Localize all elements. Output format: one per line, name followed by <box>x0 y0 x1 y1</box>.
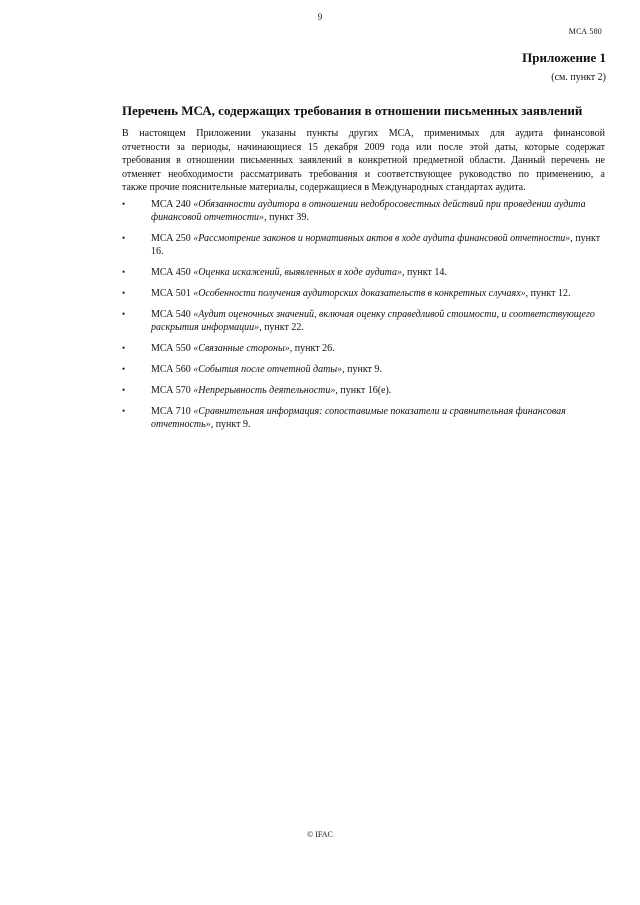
intro-paragraph <box>122 127 605 195</box>
paragraph-reference: , пункт 16(e). <box>335 385 392 396</box>
list-item <box>122 308 607 334</box>
list-item <box>122 198 607 224</box>
document-code: МСА 580 <box>568 27 602 36</box>
bullet-icon: • <box>122 233 126 243</box>
appendix-reference: (см. пункт 2) <box>551 72 606 83</box>
standard-title: «Аудит оценочных значений, включая оценку справедливой стоимости, и соответствующего раскрытия информации» <box>151 309 595 333</box>
paragraph-reference: , пункт 14. <box>402 267 447 278</box>
paragraph-reference: , пункт 16. <box>151 233 601 257</box>
standard-title: «События после отчетной даты» <box>193 364 343 375</box>
standard-code: МСА 550 <box>151 343 191 354</box>
paragraph-reference: , пункт 22. <box>259 322 304 333</box>
list-item <box>122 287 607 300</box>
bullet-icon: • <box>122 309 126 319</box>
list-item <box>122 342 607 355</box>
bullet-icon: • <box>122 385 126 395</box>
paragraph-reference: , пункт 26. <box>289 343 335 354</box>
intro-line: также прочие пояснительные материалы, содержащиеся в Международных стандартах аудита. <box>122 182 526 193</box>
bullet-icon: • <box>122 288 126 298</box>
standard-code: МСА 540 <box>151 309 191 320</box>
intro-line: отменяет необходимости рассматривать требования и соответствующее руководство по применению, а <box>122 168 605 180</box>
list-item <box>122 232 607 258</box>
paragraph-reference: , пункт 12. <box>525 288 571 299</box>
list-item <box>122 384 607 397</box>
list-item <box>122 363 607 376</box>
standards-list <box>122 198 607 439</box>
standard-title: «Непрерывность деятельности» <box>193 385 336 396</box>
standard-code: МСА 250 <box>151 233 191 244</box>
intro-line: В настоящем Приложении указаны пункты других МСА, применимых для аудита финансовой <box>122 128 605 139</box>
standard-code: МСА 450 <box>151 267 191 278</box>
standard-code: МСА 240 <box>151 199 191 210</box>
standard-title: «Особенности получения аудиторских доказательств в конкретных случаях» <box>193 288 526 299</box>
paragraph-reference: , пункт 9. <box>342 364 382 375</box>
intro-line: требования в отношении письменных заявлений в конкретной предметной области. Данный перечень не <box>122 155 605 166</box>
standard-code: МСА 560 <box>151 364 191 375</box>
list-item <box>122 405 607 431</box>
standard-code: МСА 570 <box>151 385 191 396</box>
standard-title: «Оценка искажений, выявленных в ходе аудита» <box>193 267 403 278</box>
bullet-icon: • <box>122 267 126 277</box>
paragraph-reference: , пункт 9. <box>210 419 251 430</box>
standard-code: МСА 710 <box>151 406 191 417</box>
bullet-icon: • <box>122 199 126 209</box>
paragraph-reference: , пункт 39. <box>264 212 309 223</box>
standard-title: «Рассмотрение законов и нормативных актов в ходе аудита финансовой отчетности» <box>193 233 571 244</box>
copyright-footer: © IFAC <box>307 830 333 839</box>
list-item <box>122 266 607 279</box>
intro-line: отчетности за периоды, начинающиеся 15 декабря 2009 года или после этой даты, которые содержат <box>122 141 605 153</box>
bullet-icon: • <box>122 343 126 353</box>
standard-title: «Обязанности аудитора в отношении недобросовестных действий при проведении аудита финансовой отчетности» <box>151 199 586 223</box>
standard-title: «Связанные стороны» <box>193 343 290 354</box>
standard-title: «Сравнительная информация: сопоставимые показатели и сравнительная финансовая отчетность» <box>151 406 566 430</box>
page-number: 9 <box>317 12 323 22</box>
section-heading: Перечень МСА, содержащих требования в отношении письменных заявлений <box>122 103 583 118</box>
bullet-icon: • <box>122 364 126 374</box>
appendix-title: Приложение 1 <box>522 50 606 65</box>
standard-code: МСА 501 <box>151 288 191 299</box>
bullet-icon: • <box>122 406 126 416</box>
